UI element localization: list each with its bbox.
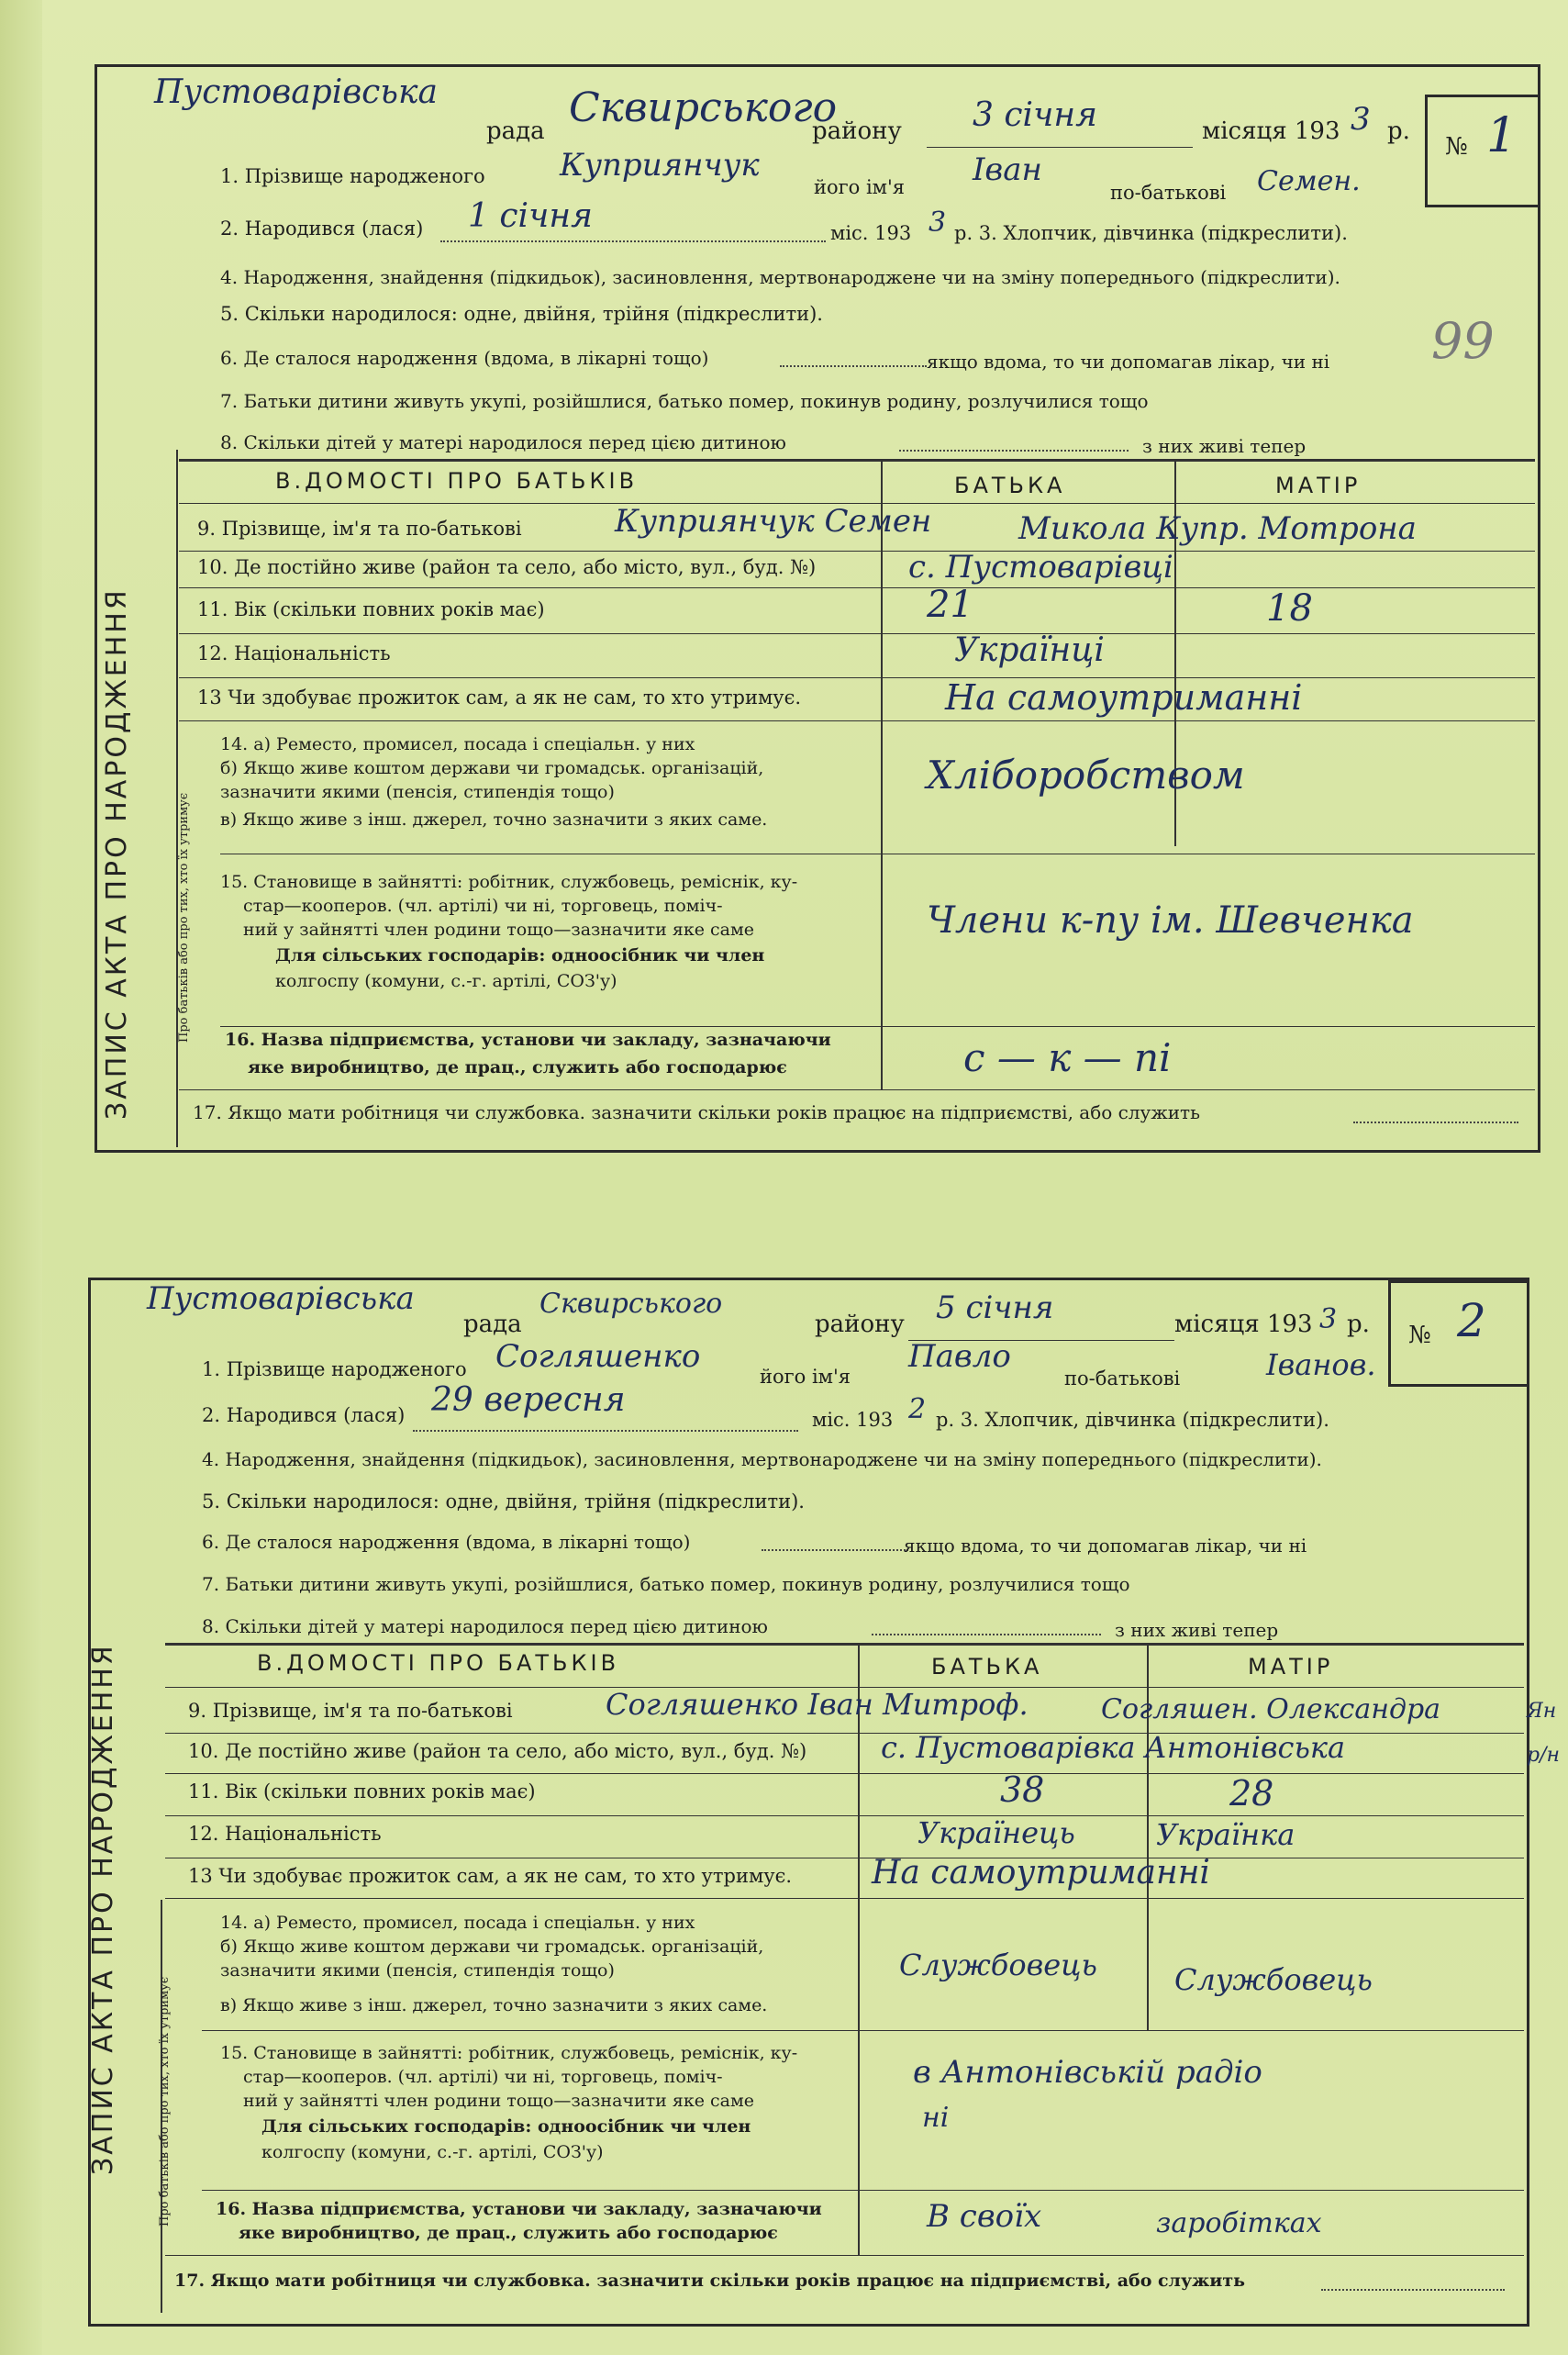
record-2-father-header: БАТЬКА [931, 1654, 1043, 1680]
record-1-row-line-15 [220, 1026, 1535, 1027]
record-2-born-year-digit: 2 [908, 1393, 927, 1425]
record-1-margin-note: 99 [1431, 312, 1495, 370]
record-1-col-split-1 [881, 461, 883, 1089]
record-1-born-date: 1 січня [468, 197, 593, 235]
record-1-row-line-11 [179, 633, 1535, 634]
record-2-q6-label: 6. Де сталося народження (вдома, в лікарні тощо) [202, 1531, 691, 1553]
record-1-row-line-13 [179, 720, 1535, 721]
record-2-table-top [165, 1643, 1524, 1646]
record-1-q13-label: 13 Чи здобуває прожиток сам, а як не сам, то хто утримує. [197, 686, 802, 709]
record-1-date: 3 січня [973, 96, 1097, 134]
record-1-q14a-label: 14. а) Реместо, промисел, посада і спеціальн. у них [220, 734, 695, 754]
record-1-q1-label: 1. Прізвище народженого [220, 165, 485, 187]
record-1-q1-patr-label: по-батькові [1110, 182, 1227, 204]
record-1-q9-label: 9. Прізвище, ім'я та по-батькові [197, 518, 522, 540]
record-2-col-split-1 [858, 1645, 860, 2255]
record-1-month-label: місяця 193 [1202, 117, 1340, 145]
record-1-q16b-label: яке виробництво, де прац., служить або господарює [248, 1057, 787, 1077]
record-1-q1-name-label: його ім'я [814, 176, 906, 198]
record-1-row-line-12 [179, 677, 1535, 678]
record-2-q16a-label: 16. Назва підприємства, установи чи закладу, зазначаючи [216, 2199, 822, 2219]
record-2-q9-margin: Ян [1527, 1700, 1557, 1723]
record-2-q15c-label: ний у зайнятті член родини тощо—зазначити яке саме [243, 2091, 754, 2111]
record-2-q13-label: 13 Чи здобуває прожиток сам, а як не сам, то хто утримує. [188, 1865, 793, 1887]
record-1-q6-dots [780, 365, 927, 367]
record-1-q4-label: 4. Народження, знайдення (підкидьок), засиновлення, мертвонароджене чи на зміну попереднього (підкреслити). [220, 266, 1340, 288]
record-1-q14c-label: зазначити якими (пенсія, стипендія тощо) [220, 782, 615, 802]
record-2-rayon-label: району [815, 1311, 905, 1338]
record-2-row-line-14 [202, 2030, 1524, 2031]
record-1-q6b-label: якщо вдома, то чи допомагав лікар, чи ні [927, 351, 1330, 373]
record-2-q7-label: 7. Батьки дитини живуть укупі, розійшлися, батько помер, покинув родину, розлучилися тощо [202, 1573, 1130, 1595]
record-2-q1-label: 1. Прізвище народженого [202, 1358, 467, 1380]
record-2-q12-mother: Українка [1156, 1817, 1296, 1852]
record-2-q5-label: 5. Скільки народилося: одне, двійня, трійня (підкреслити). [202, 1490, 805, 1512]
record-1-q9-father: Куприянчук Семен [615, 503, 932, 540]
record-2-q15-value: в Антонівській радіо [913, 2054, 1262, 2091]
record-2-row-line-11 [165, 1815, 1524, 1816]
record-1-q17-label: 17. Якщо мати робітниця чи службовка. зазначити скільки років працює на підприємстві, або служить [193, 1101, 1200, 1123]
record-1-q13-value: На самоутриманні [945, 677, 1303, 718]
record-2-q15d-label: Для сільських господарів: одноосібник чи член [261, 2116, 751, 2137]
record-2-q9-label: 9. Прізвище, ім'я та по-батькові [188, 1700, 513, 1722]
record-1-number-label: № [1445, 133, 1468, 161]
record-2-q10-margin: р/н [1527, 1744, 1560, 1767]
record-1-father-header: БАТЬКА [954, 473, 1066, 498]
record-1-patronymic: Семен. [1257, 165, 1361, 197]
record-2-q15b-value: ні [922, 2102, 950, 2134]
record-1-rayon: Сквирського [569, 84, 838, 131]
record-1-q15d-label: Для сільських господарів: одноосібник чи член [275, 945, 765, 965]
record-2-number-label: № [1408, 1322, 1431, 1349]
record-2-q12-label: 12. Національність [188, 1823, 382, 1845]
record-1-q15c-label: ний у зайнятті член родини тощо—зазначити яке саме [243, 920, 754, 940]
record-2-q15b-label: стар—кооперов. (чл. артілі) чи ні, торговець, поміч- [243, 2067, 723, 2087]
record-2-q17-dots [1321, 2289, 1505, 2291]
record-2-row-line-15 [202, 2190, 1524, 2191]
record-1-table-top [179, 459, 1535, 462]
record-2-q16-mother: заробітках [1156, 2207, 1322, 2239]
record-1-q12-label: 12. Національність [197, 642, 391, 664]
record-1-number: 1 [1486, 108, 1518, 163]
record-2-q16-father: В своїх [927, 2198, 1042, 2235]
record-1-q14-value: Хліборобством [927, 753, 1245, 798]
record-1-q15-value: Члени к-пу ім. Шевченка [927, 899, 1414, 942]
record-2-patronymic: Іванов. [1266, 1347, 1376, 1382]
record-1-q2-label: 2. Народився (лася) [220, 218, 424, 240]
record-2-q14a-label: 14. а) Реместо, промисел, посада і спеціальн. у них [220, 1913, 695, 1933]
record-1-q16-value: с — к — пі [963, 1035, 1172, 1080]
record-2-q8b-label: з них живі тепер [1115, 1619, 1279, 1641]
record-1-q9-mother: Микола Купр. Мотрона [1018, 510, 1417, 547]
record-1-year-digit: 3 [1351, 101, 1371, 138]
record-2-q14d-label: в) Якщо живе з інш. джерел, точно зазначити з яких саме. [220, 1995, 768, 2015]
record-1-row-line-9 [179, 551, 1535, 552]
record-2-q14-father: Службовець [899, 1948, 1097, 1982]
record-2-q8-dots [872, 1634, 1101, 1635]
binding-edge [0, 0, 42, 2355]
record-1-parents-header: В.ДОМОСТІ ПРО БАТЬКІВ [275, 468, 639, 494]
record-2-q2-label: 2. Народився (лася) [202, 1404, 406, 1426]
record-2-date: 5 січня [936, 1289, 1054, 1326]
record-2-side-title: ЗАПИС АКТА ПРО НАРОДЖЕННЯ [87, 1643, 119, 2175]
record-1-q10-label: 10. Де постійно живе (район та село, або місто, вул., буд. №) [197, 556, 817, 578]
record-2-q6-dots [762, 1549, 908, 1551]
record-1-q8-dots [899, 450, 1129, 452]
record-1-q10-value: с. Пустоварівці [908, 549, 1173, 586]
record-1-q11-father: 21 [927, 584, 973, 626]
record-2-q14c-label: зазначити якими (пенсія, стипендія тощо) [220, 1960, 615, 1981]
record-1-q6-label: 6. Де сталося народження (вдома, в лікарні тощо) [220, 347, 709, 369]
record-2-q9-father: Согляшенко Іван Митроф. [606, 1687, 1029, 1722]
record-1-q11-mother: 18 [1266, 587, 1313, 630]
record-1-side-sub: Про батьків або про тих, хто їх утримує [177, 792, 191, 1044]
record-1-surname: Куприянчук [560, 147, 760, 184]
record-1-born-line [440, 240, 826, 242]
record-1-q15b-label: стар—кооперов. (чл. артілі) чи ні, торговець, поміч- [243, 896, 723, 916]
record-2-q1-patr-label: по-батькові [1064, 1367, 1181, 1390]
record-2-rada-label: рада [463, 1311, 522, 1338]
record-1-q16a-label: 16. Назва підприємства, установи чи закладу, зазначаючи [225, 1030, 831, 1050]
record-1-date-line [927, 147, 1193, 148]
record-1-number-box [1425, 95, 1540, 207]
record-1-q14d-label: в) Якщо живе з інш. джерел, точно зазначити з яких саме. [220, 809, 768, 830]
record-2-month-label: місяця 193 [1174, 1311, 1313, 1338]
record-2-q11-label: 11. Вік (скільки повних років має) [188, 1780, 536, 1803]
record-1-year-r: р. [1387, 117, 1410, 145]
record-1-q8-label: 8. Скільки дітей у матері народилося перед цією дитиною [220, 431, 786, 453]
record-2-q14b-label: б) Якщо живе коштом держави чи громадськ. організацій, [220, 1936, 764, 1957]
record-1-rayon-label: району [812, 117, 902, 145]
record-1-mother-header: МАТІР [1275, 473, 1362, 498]
record-2-q4-label: 4. Народження, знайдення (підкидьок), засиновлення, мертвонароджене чи на зміну попереднього (підкреслити). [202, 1448, 1322, 1470]
record-1-name: Іван [973, 151, 1042, 188]
record-1-q11-label: 11. Вік (скільки повних років має) [197, 598, 545, 620]
record-2-q6b-label: якщо вдома, то чи допомагав лікар, чи ні [904, 1535, 1307, 1557]
record-1-row-line-10 [179, 587, 1535, 588]
record-2-year-r: р. [1347, 1311, 1370, 1338]
record-2-year-digit: 3 [1319, 1303, 1338, 1335]
record-2-rayon: Сквирського [539, 1288, 723, 1320]
record-2-q9-mother: Согляшен. Олександра [1101, 1693, 1441, 1725]
record-1-rada: Пустоварівська [154, 73, 438, 111]
record-2-q12-father: Українець [917, 1815, 1075, 1850]
record-2-name: Павло [908, 1338, 1011, 1375]
record-1-q15e-label: колгоспу (комуни, с.-г. артілі, СОЗ'у) [275, 971, 617, 991]
record-2-number: 2 [1457, 1294, 1486, 1347]
record-2-q16b-label: яке виробництво, де прац., служить або господарює [239, 2223, 778, 2243]
record-2-q3-label: р. 3. Хлопчик, дівчинка (підкреслити). [936, 1409, 1329, 1431]
record-1-q7-label: 7. Батьки дитини живуть укупі, розійшлися, батько помер, покинув родину, розлучилися тощо [220, 390, 1149, 412]
record-2-parents-header: В.ДОМОСТІ ПРО БАТЬКІВ [257, 1650, 620, 1676]
record-2-q15e-label: колгоспу (комуни, с.-г. артілі, СОЗ'у) [261, 2142, 604, 2162]
record-2-row-line-10 [165, 1773, 1524, 1774]
record-1-rada-label: рада [486, 117, 545, 145]
record-2-born-line [413, 1430, 798, 1432]
record-1-q14b-label: б) Якщо живе коштом держави чи громадськ. організацій, [220, 758, 764, 778]
record-2-q8-label: 8. Скільки дітей у матері народилося перед цією дитиною [202, 1615, 768, 1637]
record-2-born-date: 29 вересня [431, 1381, 626, 1419]
record-2-q14-mother: Службовець [1174, 1962, 1373, 1997]
record-2-q11-mother: 28 [1229, 1773, 1274, 1814]
record-2-q13-value: На самоутриманні [872, 1854, 1210, 1892]
record-1-q3-label: р. 3. Хлопчик, дівчинка (підкреслити). [954, 222, 1348, 244]
record-1-side-title: ЗАПИС АКТА ПРО НАРОДЖЕННЯ [101, 587, 133, 1120]
record-2-q1-name-label: його ім'я [760, 1366, 851, 1388]
record-1-q17-dots [1353, 1122, 1518, 1123]
record-1-q12-value: Українці [954, 631, 1105, 669]
record-2-q11-father: 38 [1000, 1769, 1045, 1810]
record-2-rada: Пустоварівська [147, 1280, 415, 1317]
record-2-side-sub: Про батьків або про тих, хто їх утримує [158, 1976, 172, 2227]
record-2-row-line-16 [165, 2255, 1524, 2256]
record-1-born-year-digit: 3 [929, 206, 947, 239]
record-2-q10-value: с. Пустоварівка Антонівська [881, 1730, 1346, 1765]
record-2-mother-header: МАТІР [1248, 1654, 1334, 1680]
record-1-q5-label: 5. Скільки народилося: одне, двійня, трійня (підкреслити). [220, 303, 823, 325]
record-1-q8b-label: з них живі тепер [1142, 435, 1307, 457]
record-2-q2-year-label: міс. 193 [812, 1409, 894, 1431]
record-1-q15a-label: 15. Становище в зайнятті: робітник, службовець, реміснік, ку- [220, 872, 798, 892]
record-2-q15a-label: 15. Становище в зайнятті: робітник, службовець, реміснік, ку- [220, 2043, 798, 2063]
record-2-q10-label: 10. Де постійно живе (район та село, або місто, вул., буд. №) [188, 1740, 807, 1762]
record-1-row-line-16 [179, 1089, 1535, 1090]
record-2-surname: Согляшенко [495, 1338, 701, 1375]
record-2-row-line-13 [165, 1898, 1524, 1899]
record-1-q2-year-label: міс. 193 [830, 222, 912, 244]
record-2-q17-label: 17. Якщо мати робітниця чи службовка. зазначити скільки років працює на підприємстві, або служить [174, 2271, 1246, 2291]
